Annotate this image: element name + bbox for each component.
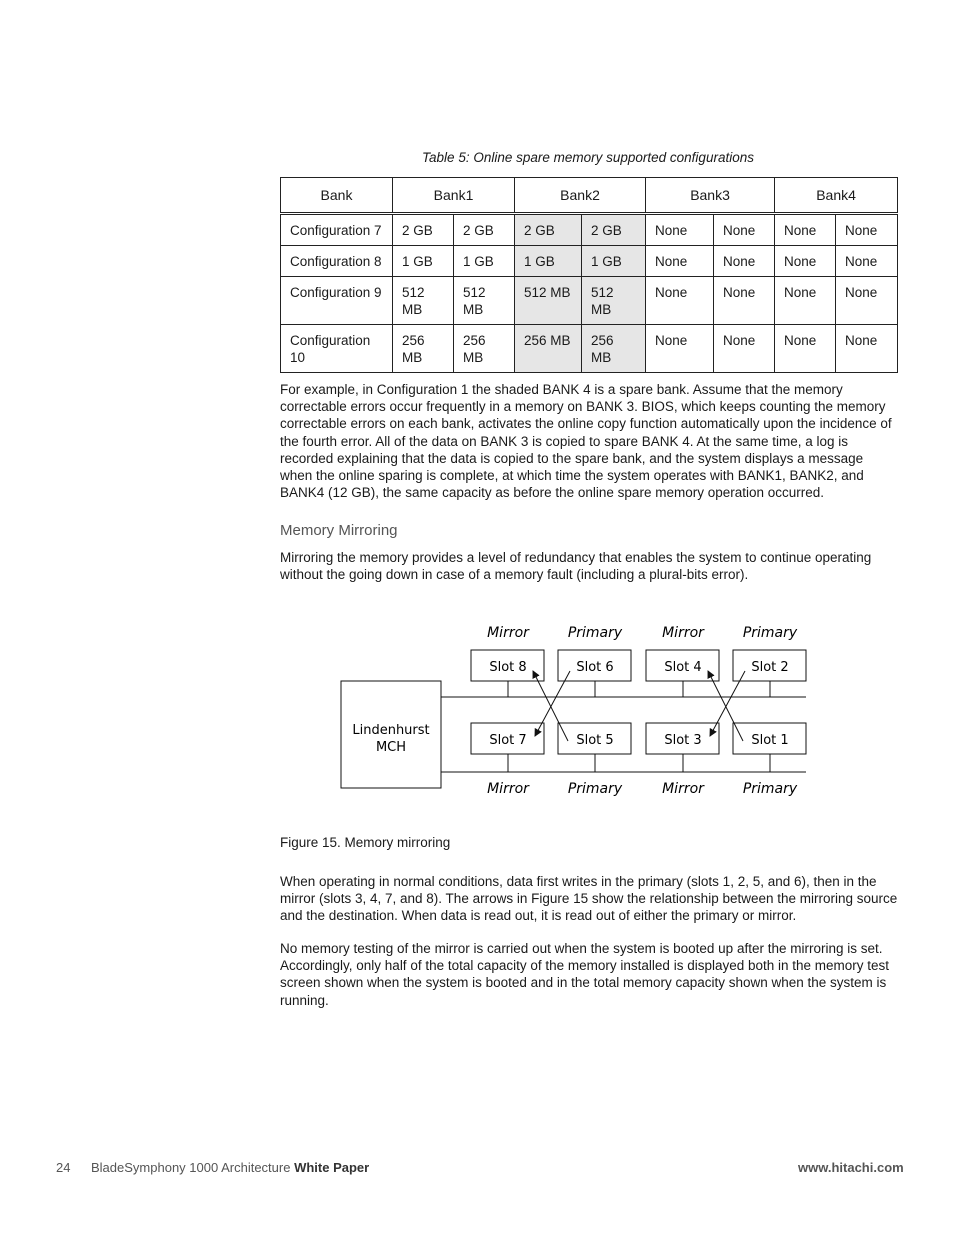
table-cell: 2 GB bbox=[582, 214, 646, 246]
section-heading: Memory Mirroring bbox=[280, 522, 398, 539]
table-cell: 256 MB bbox=[515, 325, 582, 373]
no-testing-paragraph: No memory testing of the mirror is carried out when the system is booted up after the mirroring is set. Accordingly, only half of the total capacity of the memory installed is displayed both in the memory test screen shown when the system is booted and in the total memory capacity shown when the system is running. bbox=[280, 941, 890, 1008]
table-cell: None bbox=[714, 246, 775, 277]
table-row bbox=[281, 325, 898, 373]
doc-title: BladeSymphony 1000 Architecture bbox=[91, 1160, 291, 1175]
row-label: Configuration 8 bbox=[281, 246, 393, 277]
table-cell: 512 MB bbox=[454, 277, 515, 325]
table-cell: None bbox=[775, 246, 836, 277]
mirror-label: Mirror bbox=[487, 781, 529, 797]
primary-label: Primary bbox=[567, 625, 623, 641]
table-cell: None bbox=[714, 325, 775, 373]
table-cell: None bbox=[836, 277, 898, 325]
column-header: Bank1 bbox=[393, 178, 515, 214]
table-cell: 2 GB bbox=[393, 214, 454, 246]
row-label: Configuration 10 bbox=[281, 325, 393, 373]
spare-memory-table bbox=[280, 177, 898, 373]
column-header: Bank bbox=[281, 178, 393, 214]
slot-label: Slot 2 bbox=[751, 660, 789, 675]
primary-label: Primary bbox=[567, 781, 623, 797]
memory-mirroring-diagram bbox=[330, 615, 810, 805]
table-cell: None bbox=[775, 325, 836, 373]
doc-type: White Paper bbox=[294, 1160, 370, 1175]
table-cell: None bbox=[646, 214, 714, 246]
table-cell: 256 MB bbox=[454, 325, 515, 373]
table-caption: Table 5: Online spare memory supported configurations bbox=[422, 150, 754, 165]
normal-operation-paragraph: When operating in normal conditions, data first writes in the primary (slots 1, 2, 5, and 6), then in the mirror (slots 3, 4, 7, and 8). The arrows in Figure 15 show the relationship between the mirroring source and the destination. When data is read out, it is read out of either the primary or mirror. bbox=[280, 874, 898, 924]
mirror-label: Mirror bbox=[662, 625, 704, 641]
table-cell: 1 GB bbox=[454, 246, 515, 277]
row-label: Configuration 9 bbox=[281, 277, 393, 325]
row-label: Configuration 7 bbox=[281, 214, 393, 246]
table-row bbox=[281, 214, 898, 246]
footer-doc-title bbox=[91, 1160, 369, 1175]
table-cell: None bbox=[836, 246, 898, 277]
table-cell: 512 MB bbox=[393, 277, 454, 325]
table-cell: None bbox=[836, 325, 898, 373]
table-cell: None bbox=[775, 277, 836, 325]
mirroring-intro-paragraph: Mirroring the memory provides a level of redundancy that enables the system to continue operating without the going down in case of a memory fault (including a plural-bits error). bbox=[280, 550, 872, 583]
primary-label: Primary bbox=[742, 625, 798, 641]
slot-label: Slot 4 bbox=[664, 660, 702, 675]
footer-url: www.hitachi.com bbox=[798, 1160, 904, 1175]
table-cell: 256 MB bbox=[582, 325, 646, 373]
table-row bbox=[281, 246, 898, 277]
table-cell: None bbox=[836, 214, 898, 246]
slot-label: Slot 8 bbox=[489, 660, 527, 675]
column-header: Bank3 bbox=[646, 178, 775, 214]
table-cell: 1 GB bbox=[515, 246, 582, 277]
example-paragraph: For example, in Configuration 1 the shaded BANK 4 is a spare bank. Assume that the memory correctable errors occur frequently in a memory on BANK 3. BIOS, which keeps counting the memory correctable errors on each bank, activates the online copy function automatically upon the incidence of the fourth error. All of the data on BANK 3 is copied to spare BANK 4. At the same time, a log is recorded explaining that the data is copied to the spare bank, and the system displays a message when the online sparing is complete, at which time the system operates with BANK1, BANK2, and BANK4 (12 GB), the same capacity as before the online spare memory operation occurred. bbox=[280, 382, 892, 501]
controller-type: MCH bbox=[375, 740, 407, 755]
slot-label: Slot 5 bbox=[576, 733, 614, 748]
table-cell: 2 GB bbox=[454, 214, 515, 246]
slot-label: Slot 3 bbox=[664, 733, 702, 748]
slot-label: Slot 1 bbox=[751, 733, 789, 748]
mirror-label: Mirror bbox=[662, 781, 704, 797]
column-header: Bank4 bbox=[775, 178, 898, 214]
table-cell: 512 MB bbox=[515, 277, 582, 325]
column-header: Bank2 bbox=[515, 178, 646, 214]
table-cell: None bbox=[775, 214, 836, 246]
table-header-row bbox=[281, 178, 898, 214]
table-cell: 512 MB bbox=[582, 277, 646, 325]
slot-label: Slot 7 bbox=[489, 733, 527, 748]
table-cell: None bbox=[714, 214, 775, 246]
controller-name: Lindenhurst bbox=[352, 723, 430, 738]
page-number: 24 bbox=[56, 1160, 71, 1175]
table-cell: None bbox=[714, 277, 775, 325]
table-row bbox=[281, 277, 898, 325]
table-cell: None bbox=[646, 325, 714, 373]
primary-label: Primary bbox=[742, 781, 798, 797]
table-cell: None bbox=[646, 277, 714, 325]
slot-label: Slot 6 bbox=[576, 660, 614, 675]
mirror-label: Mirror bbox=[487, 625, 529, 641]
table-cell: 2 GB bbox=[515, 214, 582, 246]
figure-caption: Figure 15. Memory mirroring bbox=[280, 835, 451, 850]
table-cell: 1 GB bbox=[393, 246, 454, 277]
table-cell: 1 GB bbox=[582, 246, 646, 277]
table-cell: None bbox=[646, 246, 714, 277]
table-cell: 256 MB bbox=[393, 325, 454, 373]
